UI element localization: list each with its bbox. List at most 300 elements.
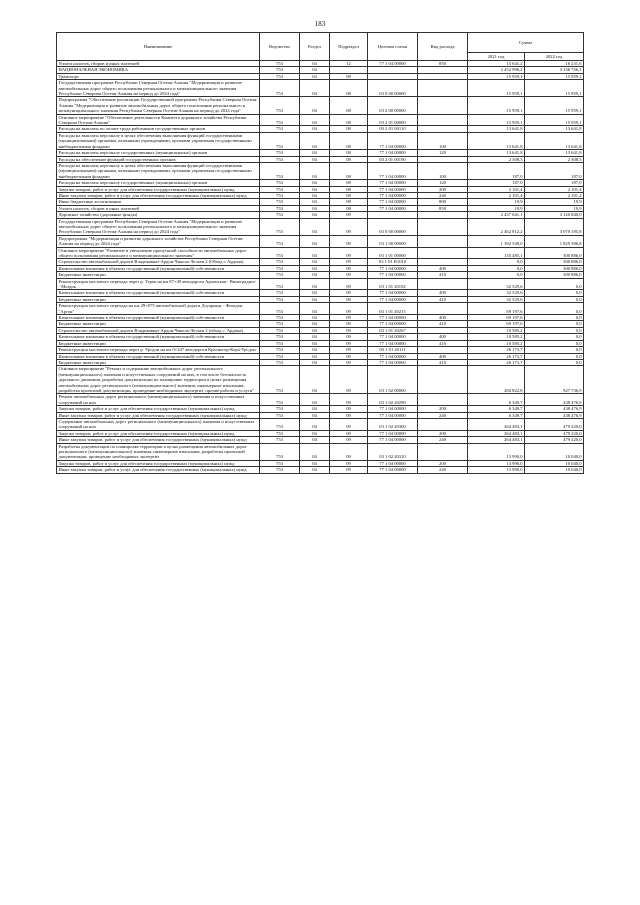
cell-vid: 410: [418, 340, 468, 346]
cell-sum-2022: 10 040,0: [525, 443, 584, 460]
cell-sum-2022: 2 101,4: [525, 192, 584, 198]
cell-name: Расходы на выплаты персоналу в целях обеспечения выполнения функций государственными (муниципальными) органами, казенными учреждениями, органами управления государственными внебюджетными фондами: [57, 162, 260, 179]
cell-sum-2021: 69 197,6: [468, 315, 525, 321]
cell-name: Основное мероприятие "Развитие и увеличение пропускной способности автомобильных дорог общего пользования регионального и межмуниципального значения": [57, 247, 260, 259]
cell-sum-2021: 135 485,1: [468, 247, 525, 259]
cell-name: Ремонт автомобильных дорог регионального (межмуниципального) значения и искусственных сооружений на них: [57, 394, 260, 406]
cell-sum-2022: 10 040,0: [525, 460, 584, 466]
cell-name: Государственная программа Республики Северная Осетия-Алания "Модернизация и развитие автомобильных дорог общего пользования регионального и межмуниципального значения Республики Северная Осетия-Алания на период до 2024 года": [57, 80, 260, 97]
header-podrazdel: Подраздел: [330, 33, 368, 61]
cell-razdel: 04: [300, 340, 330, 346]
cell-vedomstvo: 753: [260, 61, 300, 67]
cell-sum-2022: 0,0: [525, 340, 584, 346]
cell-vedomstvo: 753: [260, 366, 300, 394]
cell-sum-2021: 2 308,3: [468, 156, 525, 162]
cell-vedomstvo: 753: [260, 205, 300, 211]
cell-name: Иные бюджетные ассигнования: [57, 199, 260, 205]
cell-name: Подпрограмма "Модернизация и развитие дорожного хозяйства Республики Северная Осетия-Алания на период до 2024 года": [57, 235, 260, 247]
cell-name: Бюджетные инвестиции: [57, 272, 260, 278]
cell-razdel: 04: [300, 353, 330, 359]
table-row: [57, 278, 584, 290]
cell-podrazdel: 08: [330, 73, 368, 79]
cell-vedomstvo: 753: [260, 437, 300, 443]
cell-sum-2022: 300 886,0: [525, 247, 584, 259]
cell-target: 03 0 00 00000: [368, 80, 418, 97]
cell-razdel: 04: [300, 114, 330, 126]
cell-target: 03 1 01 20111: [368, 347, 418, 353]
cell-sum-2021: 187,0: [468, 162, 525, 179]
cell-target: 03 1 02 20300: [368, 418, 418, 430]
cell-razdel: 04: [300, 199, 330, 205]
cell-sum-2021: 6 349,7: [468, 394, 525, 406]
cell-razdel: 04: [300, 437, 330, 443]
cell-razdel: 04: [300, 265, 330, 271]
cell-name: Капитальные вложения в объекты государственной (муниципальной) собственности: [57, 265, 260, 271]
cell-razdel: 04: [300, 347, 330, 353]
cell-sum-2021: 32 529,6: [468, 278, 525, 290]
cell-target: 03 1 01 20267: [368, 327, 418, 333]
cell-vid: 410: [418, 359, 468, 365]
cell-sum-2021: 264 483,1: [468, 418, 525, 430]
cell-vedomstvo: 753: [260, 353, 300, 359]
cell-sum-2022: 16 231,6: [525, 61, 584, 67]
cell-podrazdel: 09: [330, 235, 368, 247]
cell-vid: [418, 80, 468, 97]
cell-name: Иные закупки товаров, работ и услуг для обеспечения государственных (муниципальных) нужд: [57, 467, 260, 473]
cell-sum-2021: 0,0: [468, 272, 525, 278]
cell-razdel: 04: [300, 430, 330, 436]
cell-name: Транспорт: [57, 73, 260, 79]
cell-sum-2021: 26 173,7: [468, 353, 525, 359]
cell-vedomstvo: 753: [260, 443, 300, 460]
cell-razdel: 04: [300, 192, 330, 198]
table-row: [57, 162, 584, 179]
cell-target: 77 1 04 00000: [368, 180, 418, 186]
cell-target: 77 1 04 00000: [368, 467, 418, 473]
table-row: [57, 394, 584, 406]
cell-razdel: 04: [300, 359, 330, 365]
cell-vid: [418, 218, 468, 235]
cell-target: 03 1 02 00000: [368, 366, 418, 394]
cell-name: Иные закупки товаров, работ и услуг для обеспечения государственных (муниципальных) нужд: [57, 437, 260, 443]
cell-sum-2021: 32 529,6: [468, 296, 525, 302]
cell-sum-2021: 15 959,1: [468, 114, 525, 126]
cell-sum-2021: 0,0: [468, 259, 525, 265]
cell-podrazdel: 08: [330, 205, 368, 211]
cell-podrazdel: 09: [330, 430, 368, 436]
cell-podrazdel: 09: [330, 443, 368, 460]
cell-target: 77 1 04 00000: [368, 353, 418, 359]
cell-target: 77 1 04 00000: [368, 186, 418, 192]
cell-vid: [418, 278, 468, 290]
cell-sum-2021: 15 959,1: [468, 80, 525, 97]
cell-podrazdel: 09: [330, 265, 368, 271]
cell-sum-2021: 2 462 812,2: [468, 218, 525, 235]
cell-podrazdel: 09: [330, 394, 368, 406]
cell-sum-2021: 26 173,7: [468, 359, 525, 365]
cell-name: Иные закупки товаров, работ и услуг для обеспечения государственных (муниципальных) нужд: [57, 412, 260, 418]
cell-vid: [418, 366, 468, 394]
cell-podrazdel: 08: [330, 80, 368, 97]
cell-vedomstvo: 753: [260, 67, 300, 73]
cell-name: Дорожное хозяйство (дорожные фонды): [57, 212, 260, 218]
cell-sum-2021: 264 483,1: [468, 437, 525, 443]
cell-name: Уплата налогов, сборов и иных платежей: [57, 205, 260, 211]
cell-target: 03 1 01 20215: [368, 303, 418, 315]
cell-name: Государственная программа Республики Северная Осетия-Алания "Модернизация и развитие автомобильных дорог общего пользования регионального и межмуниципального значения Республики Северная Осетия-Алания на период до 2024 года": [57, 218, 260, 235]
cell-sum-2022: 13 641,8: [525, 150, 584, 156]
header-target: Целевая статья: [368, 33, 418, 61]
cell-podrazdel: 09: [330, 212, 368, 218]
cell-vedomstvo: 753: [260, 80, 300, 97]
cell-sum-2022: 438 476,9: [525, 406, 584, 412]
cell-sum-2022: 3 070 185,8: [525, 218, 584, 235]
cell-sum-2021: 13 990,0: [468, 467, 525, 473]
cell-podrazdel: 08: [330, 132, 368, 149]
cell-target: 77 1 04 00000: [368, 321, 418, 327]
cell-vedomstvo: 753: [260, 460, 300, 466]
cell-podrazdel: 09: [330, 460, 368, 466]
cell-target: 77 1 04 00000: [368, 132, 418, 149]
cell-razdel: 04: [300, 406, 330, 412]
cell-razdel: 04: [300, 235, 330, 247]
cell-vid: [418, 443, 468, 460]
cell-sum-2022: 0,0: [525, 359, 584, 365]
cell-vedomstvo: 753: [260, 97, 300, 114]
cell-podrazdel: 08: [330, 97, 368, 114]
cell-vedomstvo: 753: [260, 315, 300, 321]
cell-vid: [418, 303, 468, 315]
cell-name: Расходы на выплаты персоналу государственных (муниципальных) органов: [57, 180, 260, 186]
cell-vedomstvo: 753: [260, 192, 300, 198]
cell-sum-2021: 26 173,7: [468, 347, 525, 353]
cell-vedomstvo: 753: [260, 340, 300, 346]
cell-target: 03 1 02 20310: [368, 443, 418, 460]
cell-name: Расходы на выплаты персоналу в целях обеспечения выполнения функций государственными (муниципальными) органами, казенными учреждениями, органами управления государственными внебюджетными фондами: [57, 132, 260, 149]
table-row: [57, 132, 584, 149]
cell-sum-2022: 187,0: [525, 180, 584, 186]
cell-razdel: 04: [300, 73, 330, 79]
cell-sum-2022: 13 641,8: [525, 132, 584, 149]
cell-sum-2022: 0,0: [525, 327, 584, 333]
cell-razdel: 04: [300, 443, 330, 460]
cell-vid: 100: [418, 162, 468, 179]
cell-vedomstvo: 753: [260, 162, 300, 179]
cell-target: 77 1 04 00000: [368, 150, 418, 156]
cell-sum-2021: 69 197,6: [468, 303, 525, 315]
cell-target: 77 1 04 00000: [368, 412, 418, 418]
cell-sum-2021: 10 585,2: [468, 340, 525, 346]
cell-vid: 400: [418, 265, 468, 271]
cell-sum-2021: 32 529,6: [468, 290, 525, 296]
cell-razdel: 04: [300, 80, 330, 97]
cell-sum-2022: 438 476,9: [525, 412, 584, 418]
cell-vid: 410: [418, 272, 468, 278]
cell-target: 77 1 04 00000: [368, 334, 418, 340]
cell-podrazdel: 09: [330, 467, 368, 473]
cell-target: 03 1 02 20290: [368, 394, 418, 406]
cell-name: Бюджетные инвестиции: [57, 359, 260, 365]
cell-vid: 200: [418, 460, 468, 466]
cell-vedomstvo: 753: [260, 467, 300, 473]
cell-sum-2022: 187,0: [525, 162, 584, 179]
cell-sum-2022: 300 886,0: [525, 259, 584, 265]
cell-name: НАЦИОНАЛЬНАЯ ЭКОНОМИКА: [57, 67, 260, 73]
cell-podrazdel: 09: [330, 315, 368, 321]
table-row: [57, 366, 584, 394]
cell-podrazdel: 08: [330, 180, 368, 186]
cell-name: Закупка товаров, работ и услуг для обеспечения государственных (муниципальных) нужд: [57, 430, 260, 436]
cell-razdel: 04: [300, 61, 330, 67]
cell-sum-2022: 15 959,1: [525, 73, 584, 79]
cell-vedomstvo: 753: [260, 347, 300, 353]
cell-vid: 800: [418, 199, 468, 205]
cell-podrazdel: 09: [330, 353, 368, 359]
cell-sum-2022: 13 641,8: [525, 126, 584, 132]
cell-sum-2021: 10 585,2: [468, 334, 525, 340]
cell-razdel: 04: [300, 418, 330, 430]
cell-target: 77 1 04 00000: [368, 340, 418, 346]
cell-vedomstvo: 753: [260, 259, 300, 265]
cell-vedomstvo: 753: [260, 186, 300, 192]
cell-vedomstvo: 753: [260, 327, 300, 333]
table-row: [57, 218, 584, 235]
cell-sum-2022: 0,0: [525, 321, 584, 327]
cell-vid: 400: [418, 334, 468, 340]
cell-podrazdel: 09: [330, 278, 368, 290]
cell-sum-2021: 13 641,2: [468, 61, 525, 67]
cell-razdel: 04: [300, 327, 330, 333]
cell-vedomstvo: 753: [260, 272, 300, 278]
cell-name: Иные закупки товаров, работ и услуг для обеспечения государственных (муниципальных) нужд: [57, 192, 260, 198]
cell-vedomstvo: 753: [260, 394, 300, 406]
cell-target: 77 1 04 00000: [368, 162, 418, 179]
cell-sum-2022: 15 959,1: [525, 114, 584, 126]
cell-target: 77 1 04 00000: [368, 430, 418, 436]
table-row: [57, 303, 584, 315]
cell-razdel: 04: [300, 366, 330, 394]
cell-vedomstvo: 753: [260, 303, 300, 315]
cell-podrazdel: 09: [330, 359, 368, 365]
cell-sum-2022: 479 220,0: [525, 418, 584, 430]
cell-vedomstvo: 753: [260, 150, 300, 156]
cell-name: Реконструкция мостового перехода через р. Урсдон на км 0+247 автодороги Красногор-Кора-Урсдон: [57, 347, 260, 353]
cell-razdel: 04: [300, 467, 330, 473]
cell-sum-2021: 13 641,8: [468, 150, 525, 156]
cell-vid: [418, 394, 468, 406]
cell-target: 03 2 00 00000: [368, 97, 418, 114]
cell-name: Основное мероприятие "Обеспечение деятельности Комитета дорожного хозяйства Республики Северная Осетия-Алания": [57, 114, 260, 126]
cell-vedomstvo: 753: [260, 132, 300, 149]
cell-vedomstvo: 753: [260, 290, 300, 296]
cell-target: 77 1 04 00000: [368, 460, 418, 466]
cell-name: Реконструкция мостового перехода через р. Терек на км 87+49 автодороги Архонская - Виноградное - Моздок: [57, 278, 260, 290]
cell-name: Расходы на обеспечение функций государственных органов: [57, 156, 260, 162]
cell-vid: 200: [418, 186, 468, 192]
cell-sum-2022: 0,0: [525, 347, 584, 353]
cell-vedomstvo: 753: [260, 321, 300, 327]
table-row: [57, 114, 584, 126]
header-vedomstvo: Ведомство: [260, 33, 300, 61]
cell-vedomstvo: 753: [260, 156, 300, 162]
header-vid: Вид расхода: [418, 33, 468, 61]
cell-name: Капитальные вложения в объекты государственной (муниципальной) собственности: [57, 315, 260, 321]
cell-sum-2021: 13 990,0: [468, 460, 525, 466]
cell-name: Расходы на выплаты персоналу государственных (муниципальных) органов: [57, 150, 260, 156]
cell-razdel: 04: [300, 394, 330, 406]
cell-podrazdel: 08: [330, 162, 368, 179]
cell-razdel: 04: [300, 247, 330, 259]
cell-sum-2022: 2 101,4: [525, 186, 584, 192]
page-number: 183: [314, 20, 326, 28]
cell-podrazdel: 08: [330, 114, 368, 126]
cell-sum-2022: 0,0: [525, 303, 584, 315]
cell-name: Закупка товаров, работ и услуг для обеспечения государственных (муниципальных) нужд: [57, 460, 260, 466]
cell-sum-2021: 13 641,8: [468, 132, 525, 149]
cell-name: Капитальные вложения в объекты государственной (муниципальной) собственности: [57, 353, 260, 359]
cell-vedomstvo: 753: [260, 212, 300, 218]
cell-sum-2021: 13 641,8: [468, 126, 525, 132]
cell-razdel: 04: [300, 259, 330, 265]
cell-razdel: 04: [300, 162, 330, 179]
cell-sum-2022: 0,0: [525, 290, 584, 296]
cell-target: 77 1 04 00000: [368, 406, 418, 412]
cell-name: Разработка документации по планировке территории в целях размещения автомобильных дорог регионального (межмуниципального) значения, инженерные изыскания, разработка проектной документации, проведение необходимых экспертиз: [57, 443, 260, 460]
cell-name: Подпрограмма "Обеспечение реализации Государственной программы Республики Северная Осетия-Алания "Модернизация и развитие автомобильных дорог общего пользования регионального и межмуниципального значения Республики Северная Осетия-Алания на период до 2024 года": [58, 97, 258, 114]
cell-sum-2021: 2 437 641,1: [468, 212, 525, 218]
cell-podrazdel: 08: [330, 150, 368, 156]
cell-podrazdel: 12: [330, 61, 368, 67]
cell-vid: [418, 97, 468, 114]
cell-vedomstvo: 753: [260, 418, 300, 430]
cell-vid: 400: [418, 353, 468, 359]
cell-vedomstvo: 753: [260, 334, 300, 340]
cell-podrazdel: 09: [330, 366, 368, 394]
table-body: [57, 61, 584, 474]
cell-target: 77 1 04 00000: [368, 199, 418, 205]
cell-vid: 850: [418, 205, 468, 211]
cell-razdel: 04: [300, 334, 330, 340]
cell-target: 77 1 04 00000: [368, 205, 418, 211]
cell-razdel: 04: [300, 278, 330, 290]
cell-name: Бюджетные инвестиции: [57, 321, 260, 327]
cell-sum-2021: 1 392 549,0: [468, 235, 525, 247]
cell-sum-2022: 3 120 840,0: [525, 212, 584, 218]
cell-vid: 240: [418, 192, 468, 198]
cell-sum-2022: 479 220,0: [525, 437, 584, 443]
cell-razdel: 04: [300, 150, 330, 156]
cell-sum-2022: 0,0: [525, 353, 584, 359]
cell-vid: 400: [418, 315, 468, 321]
cell-sum-2021: 13 990,0: [468, 443, 525, 460]
cell-target: 77 1 04 00000: [368, 359, 418, 365]
cell-vid: [418, 247, 468, 259]
cell-vedomstvo: 753: [260, 180, 300, 186]
cell-razdel: 04: [300, 272, 330, 278]
cell-name: Содержание автомобильных дорог регионального (межмуниципального) значения и искусственных сооружений на них: [57, 418, 260, 430]
cell-podrazdel: 09: [330, 290, 368, 296]
cell-sum-2021: 2 101,4: [468, 186, 525, 192]
cell-name: Бюджетные инвестиции: [57, 296, 260, 302]
cell-target: 03 1 01 20192: [368, 278, 418, 290]
cell-sum-2022: 15 959,1: [525, 97, 584, 114]
cell-sum-2021: 19,9: [468, 199, 525, 205]
cell-target: 77 1 04 00000: [368, 272, 418, 278]
cell-razdel: 04: [300, 132, 330, 149]
cell-sum-2022: 2 308,3: [525, 156, 584, 162]
cell-podrazdel: 09: [330, 340, 368, 346]
cell-podrazdel: 09: [330, 334, 368, 340]
table-row: [57, 97, 584, 114]
cell-razdel: 04: [300, 156, 330, 162]
cell-razdel: 04: [300, 67, 330, 73]
cell-vid: 240: [418, 412, 468, 418]
cell-vid: 120: [418, 150, 468, 156]
cell-podrazdel: 08: [330, 199, 368, 205]
cell-vedomstvo: 753: [260, 114, 300, 126]
cell-name: Строительство автомобильной дороги Владикавказ-Ардон-Чикола-Лескен 2 (Обход г. Ардона): [57, 259, 260, 265]
cell-razdel: 04: [300, 186, 330, 192]
budget-table-container: [56, 32, 583, 474]
cell-target: 03 2 01 00000: [368, 114, 418, 126]
cell-vid: [418, 114, 468, 126]
cell-sum-2022: 0,0: [525, 278, 584, 290]
cell-name: Расходы на выплаты по оплате труда работников государственных органов: [57, 126, 260, 132]
cell-sum-2021: 19,9: [468, 205, 525, 211]
cell-target: 77 1 04 00000: [368, 290, 418, 296]
cell-target: 03 1 01 R1010: [368, 259, 418, 265]
header-name: Наименование: [57, 33, 260, 61]
cell-sum-2021: 264 483,1: [468, 430, 525, 436]
cell-name: Основное мероприятие "Ремонт и содержание автомобильных дорог регионального (межмуниципального) значения и искусственных сооружений на них, в том числе безопасность дорожного движения, разработка документации по планировке территории в целях размещения автомобильных дорог регионального (межмуниципального) значения, инженерные изыскания, разработка проектной документации, проведение необходимых экспертиз, прочие работы и услуги": [57, 366, 260, 394]
cell-sum-2021: 6 349,7: [468, 412, 525, 418]
cell-sum-2021: 0,0: [468, 265, 525, 271]
cell-sum-2021: 15 959,1: [468, 73, 525, 79]
cell-razdel: 04: [300, 126, 330, 132]
table-row: [57, 418, 584, 430]
cell-vedomstvo: 753: [260, 199, 300, 205]
cell-vedomstvo: 753: [260, 73, 300, 79]
cell-vedomstvo: 753: [260, 412, 300, 418]
cell-podrazdel: 08: [330, 192, 368, 198]
cell-vid: 400: [418, 290, 468, 296]
cell-name: Закупка товаров, работ и услуг для обеспечения государственных (муниципальных) нужд: [57, 406, 260, 412]
cell-vedomstvo: 753: [260, 126, 300, 132]
header-year-2022: 2022 год: [525, 53, 584, 61]
cell-razdel: 04: [300, 315, 330, 321]
cell-target: 77 1 04 00000: [368, 315, 418, 321]
cell-sum-2022: 300 886,0: [525, 265, 584, 271]
cell-vid: 120: [418, 180, 468, 186]
cell-sum-2022: 15 959,1: [525, 80, 584, 97]
cell-vid: 410: [418, 321, 468, 327]
cell-target: 03 1 00 00000: [368, 235, 418, 247]
cell-target: 77 1 04 00000: [368, 61, 418, 67]
cell-target: 03 0 00 00000: [368, 218, 418, 235]
cell-razdel: 04: [300, 303, 330, 315]
header-summa: Сумма: [468, 33, 584, 53]
cell-vedomstvo: 753: [260, 359, 300, 365]
cell-vedomstvo: 753: [260, 296, 300, 302]
cell-name: Капитальные вложения в объекты государственной (муниципальной) собственности: [57, 290, 260, 296]
cell-podrazdel: 09: [330, 296, 368, 302]
cell-target: 03 2 01 00190: [368, 156, 418, 162]
cell-podrazdel: 09: [330, 347, 368, 353]
cell-sum-2022: 10 040,0: [525, 467, 584, 473]
cell-sum-2021: 2 101,4: [468, 192, 525, 198]
cell-sum-2022: 0,0: [525, 296, 584, 302]
cell-razdel: 04: [300, 296, 330, 302]
